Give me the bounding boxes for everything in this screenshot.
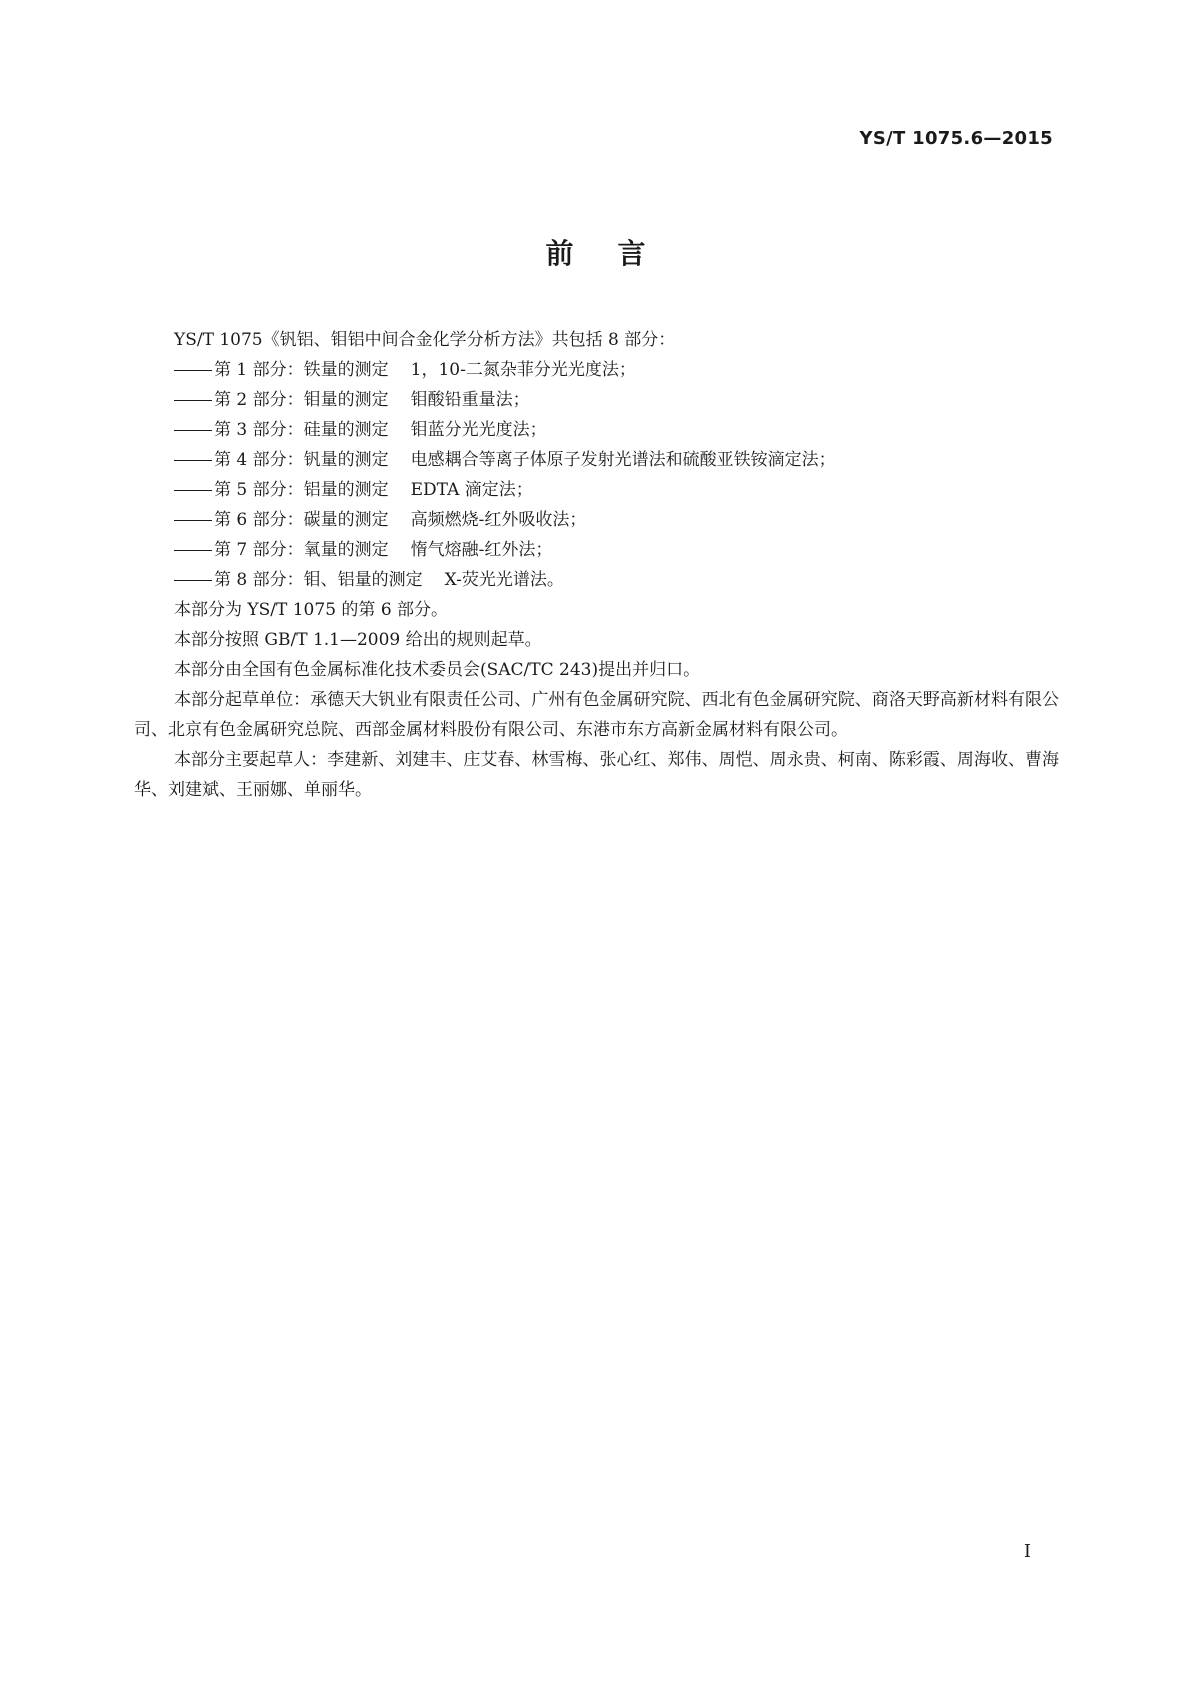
part-label: 第 7 部分：氧量的测定: [214, 540, 389, 560]
part-method: 钼蓝分光光度法；: [410, 420, 547, 440]
list-item: [134, 475, 1059, 505]
parts-list: [134, 355, 1059, 595]
list-item: [134, 505, 1059, 535]
part-scope-paragraph: 本部分为 YS/T 1075 的第 6 部分。: [174, 600, 449, 620]
intro-paragraph: YS/T 1075《钒铝、钼铝中间合金化学分析方法》共包括 8 部分：: [174, 330, 676, 350]
list-item: [134, 565, 1059, 595]
part-label: 第 3 部分：硅量的测定: [214, 420, 389, 440]
foreword-body: [134, 325, 1059, 805]
part-label: 第 6 部分：碳量的测定: [214, 510, 389, 530]
part-label: 第 1 部分：铁量的测定: [214, 360, 389, 380]
part-method: 电感耦合等离子体原子发射光谱法和硫酸亚铁铵滴定法；: [410, 450, 836, 470]
list-item: [134, 415, 1059, 445]
part-label: 第 2 部分：钼量的测定: [214, 390, 389, 410]
drafting-rules-paragraph: 本部分按照 GB/T 1.1—2009 给出的规则起草。: [174, 630, 542, 650]
page-title: 前言: [545, 237, 690, 270]
part-method: 惰气熔融-红外法；: [410, 540, 553, 560]
list-item: [134, 535, 1059, 565]
part-method: 高频燃烧-红外吸收法；: [410, 510, 587, 530]
dash-mark: [174, 580, 212, 581]
part-label: 第 5 部分：铝量的测定: [214, 480, 389, 500]
dash-mark: [174, 490, 212, 491]
dash-mark: [174, 430, 212, 431]
list-item: [134, 445, 1059, 475]
list-item: [134, 355, 1059, 385]
dash-mark: [174, 370, 212, 371]
part-label: 第 4 部分：钒量的测定: [214, 450, 389, 470]
part-method: 1，10-二氮杂菲分光光度法；: [410, 360, 636, 380]
part-label: 第 8 部分：钼、铝量的测定: [214, 570, 423, 590]
dash-mark: [174, 550, 212, 551]
drafters-paragraph: 本部分主要起草人：李建新、刘建丰、庄艾春、林雪梅、张心红、郑伟、周恺、周永贵、柯南、陈彩霞、周海收、曹海华、刘建斌、王丽娜、单丽华。: [134, 750, 1059, 800]
dash-mark: [174, 460, 212, 461]
list-item: [134, 385, 1059, 415]
part-method: 钼酸铅重量法；: [410, 390, 530, 410]
part-method: X-荧光光谱法。: [444, 570, 564, 590]
dash-mark: [174, 520, 212, 521]
standard-number: YS/T 1075.6—2015: [859, 128, 1053, 149]
committee-paragraph: 本部分由全国有色金属标准化技术委员会(SAC/TC 243)提出并归口。: [174, 660, 701, 680]
drafting-units-paragraph: 本部分起草单位：承德天大钒业有限责任公司、广州有色金属研究院、西北有色金属研究院、商洛天野高新材料有限公司、北京有色金属研究总院、西部金属材料股份有限公司、东港市东方高新金属材料有限公司。: [134, 690, 1059, 740]
dash-mark: [174, 400, 212, 401]
part-method: EDTA 滴定法；: [410, 480, 533, 500]
page-number: I: [1023, 1541, 1031, 1562]
